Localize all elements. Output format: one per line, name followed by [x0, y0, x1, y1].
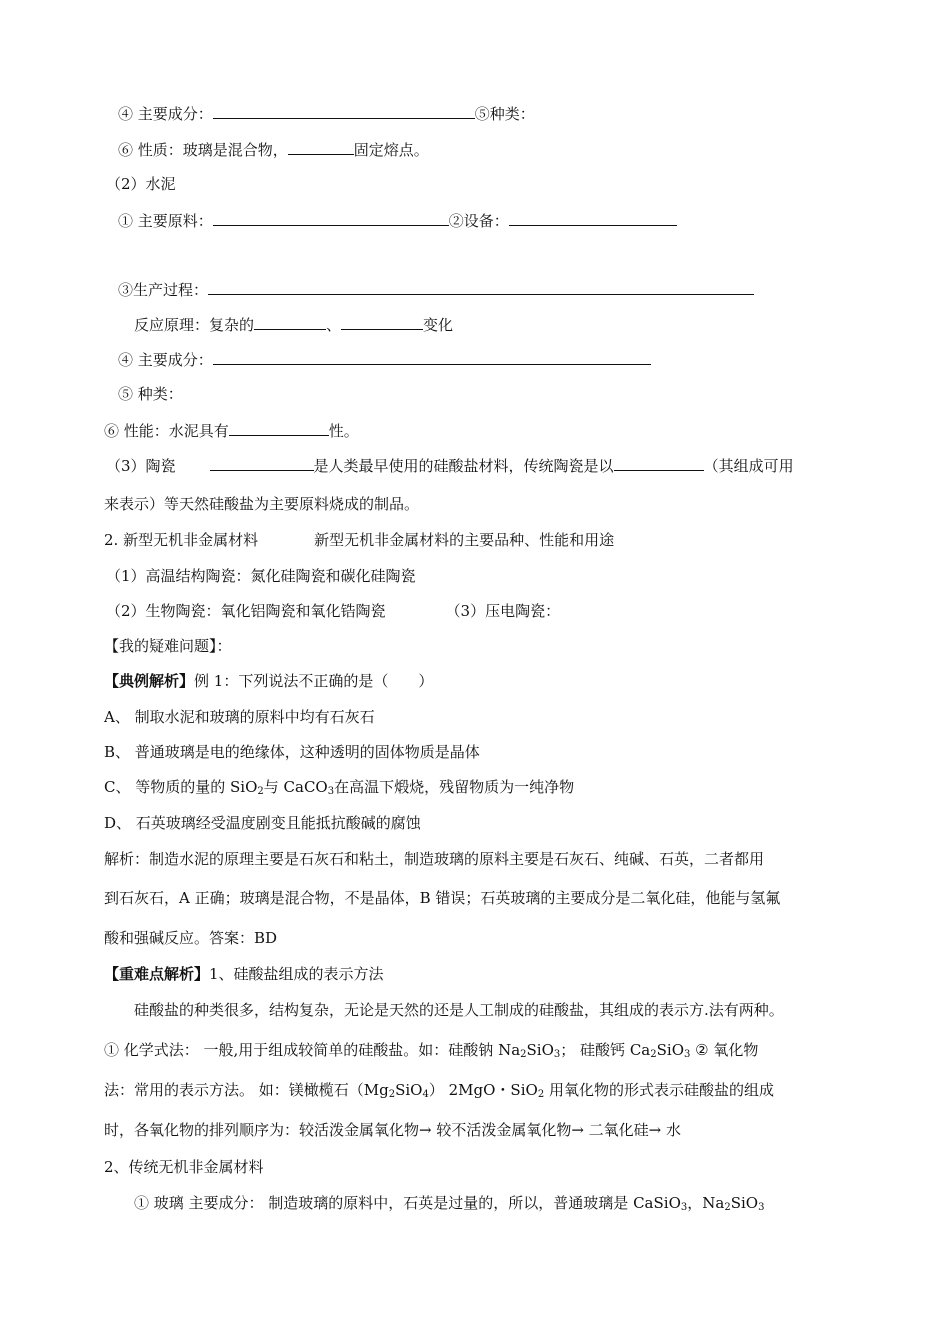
key-points-heading-line — [104, 964, 384, 984]
l4-part-d: SiO — [730, 1194, 759, 1212]
key-points-paragraph: 硅酸盐的种类很多，结构复杂，无论是天然的还是人工制成的硅酸盐，其组成的表示方.法有两种。 — [134, 1001, 784, 1019]
new-materials-item-1: （1）高温结构陶瓷：氮化硅陶瓷和碳化硅陶瓷 — [106, 567, 416, 585]
example-question: 例 1：下列说法不正确的是（ ） — [194, 672, 434, 690]
l1-part-a: ① 化学式法： 一般,用于组成较简单的硅酸盐。如：硅酸钠 Na — [104, 1041, 521, 1059]
subscript: 3 — [327, 786, 335, 797]
subscript: 3 — [553, 1049, 561, 1060]
glass-property-blank[interactable] — [288, 139, 354, 155]
cement-perf-line — [104, 420, 359, 441]
l4-part-b: iO — [663, 1194, 681, 1212]
glass-types-label: ⑤种类： — [474, 105, 535, 123]
new-materials-item-3: （3）压电陶瓷： — [445, 602, 561, 620]
key-points-line-1 — [104, 1040, 758, 1060]
subscript: 2 — [650, 1049, 657, 1060]
key-points-tag: 【重难点解析】 — [104, 965, 210, 983]
example-heading-line — [104, 671, 433, 691]
example-option-b: B、 普通玻璃是电的绝缘体，这种透明的固体物质是晶体 — [104, 743, 480, 761]
cement-main-comp-blank[interactable] — [213, 349, 651, 365]
subscript: 2 — [537, 1089, 545, 1100]
l2-part-b: SiO — [395, 1081, 423, 1099]
cement-process-label: ③生产过程： — [118, 281, 209, 299]
cement-raw-blank[interactable] — [213, 210, 449, 226]
glass-property-prefix: ⑥ 性质：玻璃是混合物， — [118, 141, 288, 159]
ceramic-blank-1[interactable] — [210, 455, 314, 471]
cement-heading: （2）水泥 — [106, 175, 176, 193]
cement-process-blank[interactable] — [208, 279, 754, 295]
glass-main-comp-label: ④ 主要成分： — [118, 105, 213, 123]
cement-raw-line — [118, 210, 677, 231]
cement-equip-blank[interactable] — [509, 210, 677, 226]
key-points-line-3: 时，各氧化物的排列顺序为：较活泼金属氧化物→ 较不活泼金属氧化物→ 二氧化硅→ 水 — [104, 1121, 682, 1139]
subscript: 2 — [257, 786, 264, 797]
subscript: 3 — [684, 1049, 691, 1060]
l1-part-d: SiO — [656, 1041, 684, 1059]
option-c-part-3: 在高温下煅烧，残留物质为一纯净物 — [334, 778, 575, 796]
subscript: 2 — [520, 1049, 527, 1060]
ceramic-blank-2[interactable] — [614, 455, 704, 471]
ceramic-line-1 — [106, 455, 794, 476]
cement-perf-blank[interactable] — [229, 420, 329, 436]
new-materials-subheading: 新型无机非金属材料的主要品种、性能和用途 — [314, 531, 615, 549]
cement-perf-suffix: 性。 — [328, 422, 359, 440]
subscript: 4 — [422, 1089, 429, 1100]
l1-part-c: ； 硅酸钙 Ca — [560, 1041, 651, 1059]
ceramic-text-1: 是人类最早使用的硅酸盐材料，传统陶瓷是以 — [313, 457, 614, 475]
ceramic-text-2: （其组成可用 — [703, 457, 794, 475]
cement-perf-prefix: ⑥ 性能：水泥具有 — [104, 422, 229, 440]
glass-main-composition-line — [118, 103, 535, 124]
cement-reaction-suffix: 变化 — [423, 316, 454, 334]
key-points-line-2 — [104, 1080, 774, 1100]
analysis-line-2: 到石灰石，A 正确；玻璃是混合物，不是晶体，B 错误；石英玻璃的主要成分是二氧化硅，他能与氢氟 — [104, 889, 781, 907]
example-option-d: D、 石英玻璃经受温度剧变且能抵抗酸碱的腐蚀 — [104, 814, 421, 832]
subscript: 3 — [758, 1202, 765, 1213]
l1-part-e: ② 氧化物 — [690, 1041, 759, 1059]
ceramic-heading: （3）陶瓷 — [106, 457, 176, 475]
ceramic-line-2: 来表示）等天然硅酸盐为主要原料烧成的制品。 — [104, 495, 420, 513]
glass-main-comp-blank[interactable] — [213, 103, 475, 119]
key-points-section-2: 2、传统无机非金属材料 — [104, 1158, 264, 1176]
l2-part-d: 用氧化物的形式表示硅酸盐的组成 — [544, 1081, 774, 1099]
new-materials-item-2: （2）生物陶瓷：氧化铝陶瓷和氧化锆陶瓷 — [106, 602, 386, 620]
l4-part-c: ，Na — [687, 1194, 725, 1212]
new-materials-heading-line — [104, 530, 614, 550]
subscript: 2 — [724, 1202, 731, 1213]
glass-property-suffix: 固定熔点。 — [353, 141, 429, 159]
l4-part-a: ① 玻璃 主要成分： 制造玻璃的原料中，石英是过量的，所以，普通玻璃是 CaS — [134, 1194, 664, 1212]
cement-main-comp-label: ④ 主要成分： — [118, 351, 213, 369]
option-c-part-1: C、 等物质的量的 SiO — [104, 778, 258, 796]
l2-part-a: 法：常用的表示方法。 如：镁橄榄石（Mg — [104, 1081, 389, 1099]
my-questions-heading: 【我的疑难问题】： — [104, 637, 232, 655]
cement-types-label: ⑤ 种类： — [118, 385, 183, 403]
example-tag: 【典例解析】 — [104, 672, 195, 690]
l1-part-b: SiO — [526, 1041, 554, 1059]
analysis-line-1: 解析：制造水泥的原理主要是石灰石和粘土，制造玻璃的原料主要是石灰石、纯碱、石英，二者都用 — [104, 850, 765, 868]
cement-equip-label: ②设备： — [448, 212, 509, 230]
option-c-part-2: 与 CaCO — [263, 778, 328, 796]
cement-raw-label: ① 主要原料： — [118, 212, 213, 230]
cement-reaction-sep: 、 — [326, 316, 342, 334]
subscript: 3 — [680, 1202, 688, 1213]
cement-reaction-blank-1[interactable] — [254, 314, 326, 330]
cement-reaction-blank-2[interactable] — [341, 314, 423, 330]
key-points-line-4 — [134, 1193, 764, 1213]
l2-part-c: ） 2MgO・SiO — [428, 1081, 538, 1099]
cement-main-comp-line — [118, 349, 651, 370]
analysis-line-3: 酸和强碱反应。答案：BD — [104, 929, 278, 947]
cement-reaction-prefix: 反应原理：复杂的 — [134, 316, 255, 334]
subscript: 2 — [388, 1089, 396, 1100]
new-materials-heading: 2. 新型无机非金属材料 — [104, 531, 259, 549]
example-option-a: A、 制取水泥和玻璃的原料中均有石灰石 — [104, 708, 375, 726]
new-materials-items-2-3 — [106, 601, 560, 621]
cement-reaction-line — [134, 314, 453, 335]
example-option-c — [104, 777, 574, 797]
glass-property-line — [118, 139, 429, 160]
cement-process-line — [118, 279, 754, 300]
key-points-title: 1、硅酸盐组成的表示方法 — [209, 965, 384, 983]
